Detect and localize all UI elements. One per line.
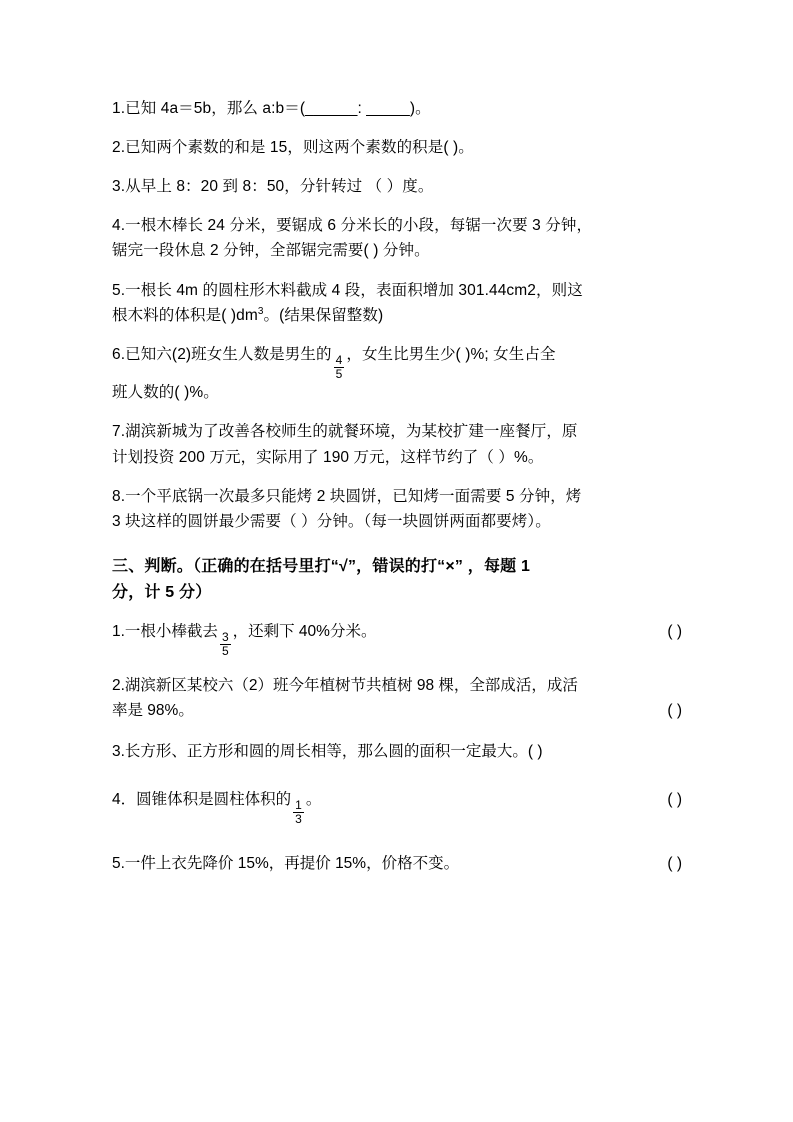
section-heading-line-1: 三、判断。（正确的在括号里打“√”，错误的打“×” ，每题 1 [112, 557, 531, 575]
fraction-four-fifths [334, 354, 345, 380]
true-false-question-3 [112, 739, 682, 764]
tf2-line-2: 率是 98%。 [112, 702, 194, 720]
fraction-numerator: 1 [295, 797, 302, 812]
tf4-text-b: 。 [305, 790, 322, 808]
question-6-line-1 [112, 342, 682, 381]
fraction-one-third [293, 799, 304, 825]
question-5-line-2 [112, 303, 682, 328]
true-false-question-5 [112, 851, 682, 876]
tf5-text: 5.一件上衣先降价 15%，再提价 15%，价格不变。 [112, 855, 460, 873]
true-false-question-4 [112, 787, 682, 826]
tf1-answer-box[interactable]: ( ) [667, 622, 682, 640]
question-5-line-1: 5.一根长 4m 的圆柱形木料截成 4 段，表面积增加 301.44cm2，则这 [112, 281, 583, 299]
question-7-line-2: 计划投资 200 万元，实际用了 190 万元，这样节约了（ ）%。 [112, 448, 544, 466]
section-heading-true-false [112, 554, 682, 607]
tf1-text-b: ，还剩下 40%分米。 [232, 622, 377, 640]
fraction-three-fifths [220, 631, 231, 657]
tf2-line-1: 2.湖滨新区某校六（2）班今年植树节共植树 98 棵，全部成活，成活 [112, 677, 578, 695]
fraction-denominator: 5 [221, 643, 229, 658]
section-heading-line-2: 分，计 5 分） [112, 584, 212, 602]
question-1: 1.已知 4a＝5b，那么 a:b＝(______: _____)。 [112, 100, 431, 117]
fraction-numerator: 4 [335, 353, 343, 368]
tf2-answer-box[interactable]: ( ) [667, 702, 682, 720]
question-7-line-1: 7.湖滨新城为了改善各校师生的就餐环境，为某校扩建一座餐厅，原 [112, 423, 578, 441]
question-4-line-2: 锯完一段休息 2 分钟，全部锯完需要( ) 分钟。 [112, 242, 430, 260]
question-6-text-b: ，女生比男生少( )%; 女生占全 [346, 345, 556, 363]
question-5 [112, 278, 682, 328]
worksheet-content [112, 96, 682, 892]
question-8-line-2: 3 块这样的圆饼最少需要（ ）分钟。（每一块圆饼两面都要烤）。 [112, 512, 551, 530]
tf4-text-a: 4．圆锥体积是圆柱体积的 [112, 790, 292, 808]
question-5-text-a: 根木料的体积是( )dm [112, 306, 258, 324]
question-4-line-1: 4.一根木棒长 24 分米，要锯成 6 分米长的小段，每锯一次要 3 分钟， [112, 217, 593, 235]
cubic-exponent: 3 [257, 305, 264, 317]
question-5-text-b: 。(结果保留整数) [263, 306, 384, 324]
true-false-question-2 [112, 673, 682, 723]
question-6-line-2: 班人数的( )%。 [112, 384, 219, 402]
tf3-text: 3.长方形、正方形和圆的周长相等，那么圆的面积一定最大。( ) [112, 743, 543, 761]
tf1-text [112, 619, 655, 658]
tf5-answer-box[interactable]: ( ) [667, 855, 682, 873]
question-7 [112, 419, 682, 469]
true-false-question-1 [112, 619, 682, 658]
fraction-denominator: 5 [335, 366, 343, 381]
question-8-line-1: 8.一个平底锅一次最多只能烤 2 块圆饼，已知烤一面需要 5 分钟，烤 [112, 487, 582, 505]
fraction-denominator: 3 [295, 811, 302, 826]
question-8 [112, 484, 682, 534]
tf1-text-a: 1.一根小棒截去 [112, 622, 218, 640]
question-4 [112, 213, 682, 263]
fraction-numerator: 3 [221, 630, 229, 645]
question-2: 2.已知两个素数的和是 15，则这两个素数的积是( )。 [112, 139, 474, 157]
question-6 [112, 342, 682, 406]
question-6-text-a: 6.已知六(2)班女生人数是男生的 [112, 345, 332, 363]
question-3: 3.从早上 8：20 到 8：50，分针转过 （ ）度。 [112, 178, 434, 196]
tf4-answer-box[interactable]: ( ) [667, 790, 682, 808]
tf4-text [112, 787, 655, 826]
